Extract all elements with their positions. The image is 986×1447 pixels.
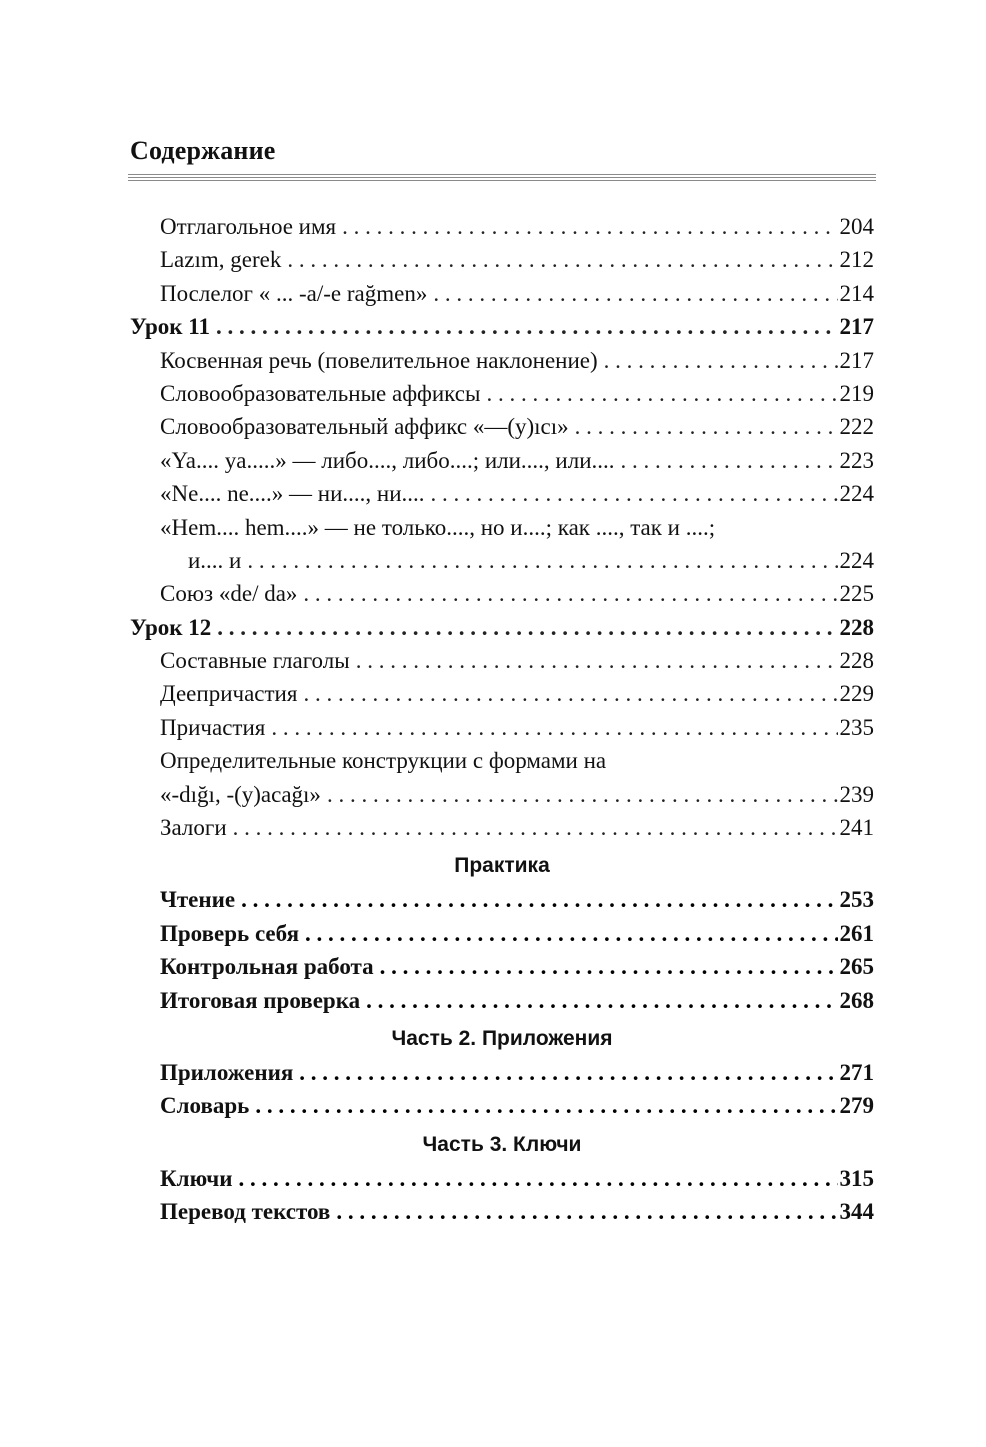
toc-entry-label: Словообразовательные аффиксы bbox=[160, 380, 481, 406]
toc-entry-label: Определительные конструкции с формами на bbox=[160, 748, 607, 774]
toc-entry[interactable] bbox=[130, 1162, 874, 1195]
toc-entry-label: Проверь себя bbox=[160, 920, 300, 946]
dot-leader bbox=[575, 410, 838, 443]
toc-entry-label: Причастия bbox=[160, 714, 266, 740]
toc-entry[interactable] bbox=[130, 1195, 874, 1228]
dot-leader bbox=[299, 1056, 837, 1089]
toc-entry-continuation[interactable] bbox=[130, 778, 874, 811]
toc-entry[interactable] bbox=[130, 677, 874, 710]
toc-entry-label: Итоговая проверка bbox=[160, 987, 361, 1013]
dot-leader bbox=[380, 950, 838, 983]
toc-entry[interactable] bbox=[130, 277, 874, 310]
toc-entry-page: 223 bbox=[839, 447, 874, 473]
dot-leader bbox=[621, 444, 838, 477]
toc-entry-label: Залоги bbox=[160, 815, 227, 841]
toc-entry-page: 228 bbox=[839, 614, 874, 640]
toc-entry-label: Косвенная речь (повелительное наклонение) bbox=[160, 347, 598, 373]
toc-entry-page: 279 bbox=[839, 1093, 874, 1119]
section-heading-part2: Часть 2. Приложения bbox=[391, 1026, 613, 1050]
toc-entry-page: 271 bbox=[839, 1059, 874, 1085]
dot-leader bbox=[366, 984, 837, 1017]
toc-entry-page: 217 bbox=[839, 314, 874, 340]
toc-entry[interactable] bbox=[130, 644, 874, 677]
toc-entry-page: 228 bbox=[839, 648, 874, 674]
toc-entry[interactable] bbox=[130, 477, 874, 510]
toc-lesson-entry[interactable] bbox=[130, 310, 874, 343]
toc-entry[interactable] bbox=[130, 377, 874, 410]
toc-entry-page: 225 bbox=[839, 581, 874, 607]
toc-entry-page: 241 bbox=[839, 815, 874, 841]
dot-leader bbox=[356, 644, 838, 677]
toc-entry-label: Словообразовательный аффикс «—(y)ıcı» bbox=[160, 414, 569, 440]
toc-entry[interactable] bbox=[130, 917, 874, 950]
toc-entry[interactable] bbox=[130, 984, 874, 1017]
toc-entry-label: Составные глаголы bbox=[160, 648, 350, 674]
dot-leader bbox=[486, 377, 837, 410]
toc-entry-label: Приложения bbox=[160, 1059, 294, 1085]
toc-entry-page: 204 bbox=[839, 214, 874, 239]
toc-entry-page: 344 bbox=[839, 1199, 874, 1225]
toc-entry-label: Словарь bbox=[160, 1093, 250, 1119]
toc-lesson-entry[interactable] bbox=[130, 611, 874, 644]
dot-leader bbox=[336, 1195, 837, 1228]
dot-leader bbox=[241, 883, 837, 916]
toc-entry-continuation[interactable] bbox=[130, 544, 874, 577]
dot-leader bbox=[431, 477, 838, 510]
toc-entry-label: Урок 12 bbox=[130, 614, 212, 640]
toc-entry[interactable] bbox=[130, 243, 874, 276]
dot-leader bbox=[239, 1162, 838, 1195]
dot-leader bbox=[433, 277, 837, 310]
toc-entry-page: 229 bbox=[839, 681, 874, 707]
toc-entry[interactable] bbox=[130, 883, 874, 916]
dot-leader bbox=[327, 778, 838, 811]
page-title: Содержание bbox=[130, 136, 276, 165]
toc-entry-page: 253 bbox=[839, 887, 874, 913]
toc-entry[interactable] bbox=[130, 811, 874, 844]
toc-entry-label: Послелог « ... -a/-e rağmen» bbox=[160, 280, 428, 306]
dot-leader bbox=[305, 917, 837, 950]
toc-entry[interactable] bbox=[130, 1056, 874, 1089]
toc-entry-label: Союз «de/ da» bbox=[160, 581, 298, 607]
dot-leader bbox=[247, 544, 837, 577]
dot-leader bbox=[233, 811, 838, 844]
dot-leader bbox=[255, 1089, 837, 1122]
toc-entry[interactable] bbox=[130, 711, 874, 744]
toc-entry-label: и.... и bbox=[188, 547, 242, 573]
toc-entry[interactable] bbox=[130, 410, 874, 443]
toc-entry-page: 265 bbox=[839, 954, 874, 980]
toc-entry-label: Контрольная работа bbox=[160, 954, 374, 980]
toc-entry-page: 214 bbox=[839, 280, 874, 306]
dot-leader bbox=[604, 344, 838, 377]
toc-entry[interactable] bbox=[130, 744, 874, 777]
toc-entry-page: 235 bbox=[839, 714, 874, 740]
toc-entry[interactable] bbox=[130, 950, 874, 983]
dot-leader bbox=[216, 310, 837, 343]
toc-entry[interactable] bbox=[130, 511, 874, 544]
section-heading-part3: Часть 3. Ключи bbox=[422, 1132, 582, 1156]
header-rule bbox=[128, 174, 876, 183]
toc-entry-label: Чтение bbox=[160, 887, 236, 913]
toc-entry-label: Ключи bbox=[160, 1165, 233, 1191]
toc-entry-page: 261 bbox=[839, 920, 874, 946]
toc-entry-label: Отглагольное имя bbox=[160, 214, 337, 239]
section-heading-practice: Практика bbox=[454, 854, 550, 878]
toc-entry-page: 222 bbox=[839, 414, 874, 440]
toc-entry-label: «Hem.... hem....» — не только...., но и....; как ...., так и ....; bbox=[160, 514, 716, 540]
toc-entry-label: «Ya.... ya.....» — либо...., либо....; или...., или.... bbox=[160, 447, 615, 473]
toc-entry-label: Урок 11 bbox=[130, 314, 211, 340]
toc-entry-page: 212 bbox=[839, 247, 874, 273]
dot-leader bbox=[303, 677, 837, 710]
dot-leader bbox=[342, 210, 837, 243]
toc-entry-page: 224 bbox=[839, 481, 874, 507]
toc-entry-page: 219 bbox=[839, 380, 874, 406]
toc-entry-page: 315 bbox=[839, 1165, 874, 1191]
toc-entry[interactable] bbox=[130, 344, 874, 377]
toc-entry-page: 268 bbox=[839, 987, 874, 1013]
toc-entry-label: Деепричастия bbox=[160, 681, 298, 707]
toc-entry[interactable] bbox=[130, 444, 874, 477]
toc-entry[interactable] bbox=[130, 1089, 874, 1122]
dot-leader bbox=[303, 577, 837, 610]
dot-leader bbox=[287, 243, 837, 276]
toc-entry-page: 217 bbox=[839, 347, 874, 373]
toc-entry[interactable] bbox=[130, 210, 874, 243]
toc-entry-label: Lazım, gerek bbox=[160, 247, 282, 273]
dot-leader bbox=[217, 611, 837, 644]
toc-entry-page: 224 bbox=[839, 547, 874, 573]
toc-entry-label: «Ne.... ne....» — ни...., ни.... bbox=[160, 481, 425, 507]
toc-entry-label: Перевод текстов bbox=[160, 1199, 331, 1225]
toc-entry-label: «-dığı, -(y)acağı» bbox=[160, 781, 321, 807]
dot-leader bbox=[271, 711, 837, 744]
toc-entry-page: 239 bbox=[839, 781, 874, 807]
toc-entry[interactable] bbox=[130, 577, 874, 610]
table-of-contents bbox=[130, 210, 874, 1229]
